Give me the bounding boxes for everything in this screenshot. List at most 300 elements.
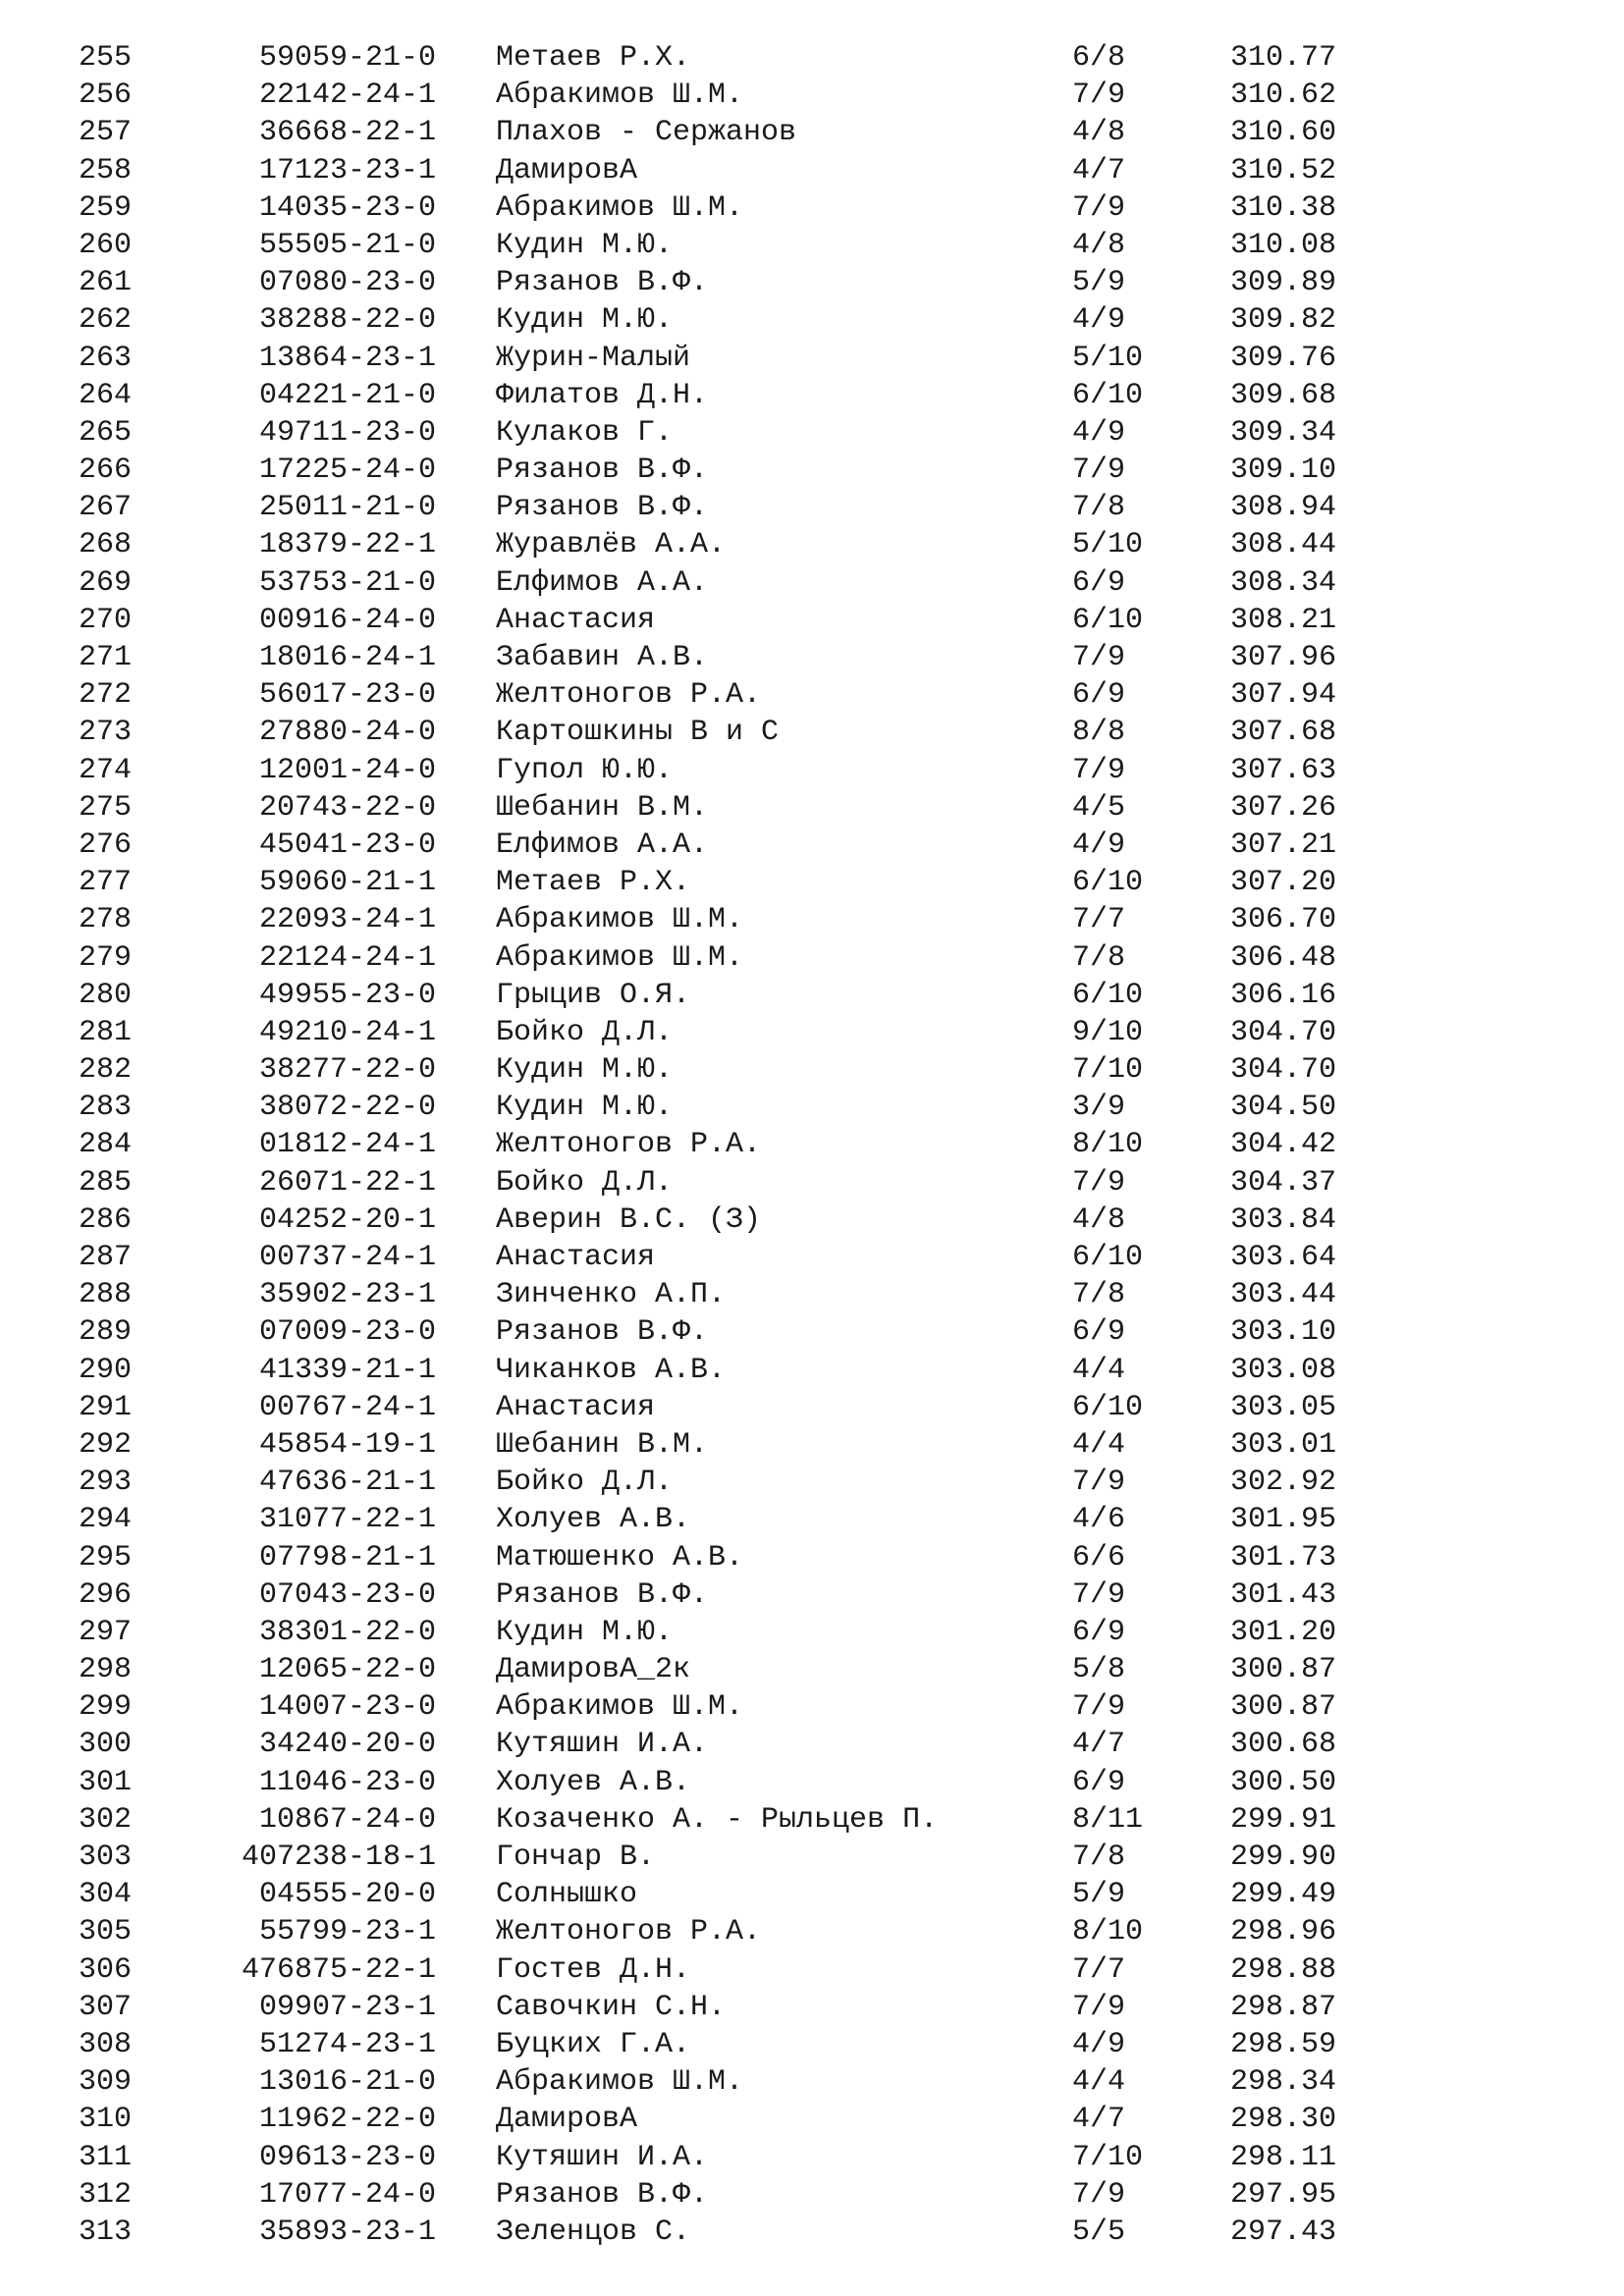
rank-cell: 291 (79, 1390, 133, 1424)
rank-cell: 313 (79, 2215, 133, 2249)
score-cell: 4/8 (1072, 1202, 1126, 1237)
table-row (0, 827, 1624, 864)
score-cell: 7/7 (1072, 903, 1126, 937)
points-cell: 309.34 (1230, 415, 1337, 450)
points-cell: 304.50 (1230, 1091, 1337, 1125)
table-row (0, 1539, 1624, 1576)
table-row (0, 1239, 1624, 1276)
score-cell: 4/9 (1072, 303, 1126, 338)
id-cell: 17077-24-0 (258, 2177, 436, 2212)
rank-cell: 300 (79, 1728, 133, 1762)
name-cell: Желтоногов Р.А. (496, 678, 762, 713)
rank-cell: 282 (79, 1053, 133, 1088)
table-row (0, 452, 1624, 489)
rank-cell: 288 (79, 1278, 133, 1312)
name-cell: Солнышко (496, 1878, 638, 1912)
id-cell: 11046-23-0 (258, 1765, 436, 1799)
points-cell: 307.68 (1230, 716, 1337, 750)
points-cell: 310.52 (1230, 153, 1337, 187)
rank-cell: 297 (79, 1615, 133, 1649)
id-cell: 13864-23-1 (258, 341, 436, 375)
table-row (0, 1726, 1624, 1763)
score-cell: 5/10 (1072, 341, 1144, 375)
table-row (0, 1126, 1624, 1163)
rank-cell: 308 (79, 2027, 133, 2061)
points-cell: 304.37 (1230, 1165, 1337, 1200)
name-cell: Картошкины В и С (496, 716, 780, 750)
rank-cell: 275 (79, 790, 133, 825)
id-cell: 22124-24-1 (258, 940, 436, 975)
rank-cell: 280 (79, 978, 133, 1012)
name-cell: Буцких Г.А. (496, 2027, 691, 2061)
name-cell: Бойко Д.Л. (496, 1466, 674, 1500)
rank-cell: 285 (79, 1165, 133, 1200)
table-row (0, 1614, 1624, 1651)
table-row (0, 1764, 1624, 1801)
points-cell: 304.42 (1230, 1128, 1337, 1162)
score-cell: 3/9 (1072, 1091, 1126, 1125)
rank-cell: 270 (79, 603, 133, 637)
score-cell: 4/5 (1072, 790, 1126, 825)
points-cell: 303.44 (1230, 1278, 1337, 1312)
table-row (0, 1089, 1624, 1126)
rank-cell: 309 (79, 2065, 133, 2100)
score-cell: 7/10 (1072, 2140, 1144, 2174)
id-cell: 26071-22-1 (258, 1165, 436, 1200)
name-cell: Рязанов В.Ф. (496, 454, 709, 488)
score-cell: 4/9 (1072, 415, 1126, 450)
score-cell: 6/8 (1072, 41, 1126, 75)
name-cell: Журавлёв А.А. (496, 528, 727, 562)
id-cell: 36668-22-1 (258, 116, 436, 150)
id-cell: 407238-18-1 (241, 1841, 436, 1874)
name-cell: Журин-Малый (496, 341, 691, 375)
table-row (0, 1801, 1624, 1839)
id-cell: 59060-21-1 (258, 866, 436, 900)
points-cell: 310.62 (1230, 79, 1337, 113)
name-cell: Желтоногов Р.А. (496, 1128, 762, 1162)
score-cell: 4/4 (1072, 1353, 1126, 1387)
rank-cell: 306 (79, 1952, 133, 1987)
table-row (0, 1201, 1624, 1239)
name-cell: Гостев Д.Н. (496, 1952, 691, 1987)
points-cell: 307.63 (1230, 753, 1337, 787)
score-cell: 8/10 (1072, 1915, 1144, 1949)
rank-cell: 292 (79, 1427, 133, 1462)
score-cell: 7/9 (1072, 1577, 1126, 1612)
rank-cell: 271 (79, 641, 133, 674)
id-cell: 09907-23-1 (258, 1990, 436, 2024)
name-cell: Кутяшин И.А. (496, 1728, 709, 1762)
table-row (0, 1688, 1624, 1726)
table-row (0, 676, 1624, 714)
id-cell: 38277-22-0 (258, 1053, 436, 1088)
rank-cell: 302 (79, 1802, 133, 1837)
name-cell: Абракимов Ш.М. (496, 1690, 744, 1725)
points-cell: 307.96 (1230, 641, 1337, 674)
name-cell: Рязанов В.Ф. (496, 266, 709, 300)
points-cell: 310.38 (1230, 190, 1337, 225)
points-cell: 301.95 (1230, 1503, 1337, 1537)
id-cell: 49955-23-0 (258, 978, 436, 1012)
points-cell: 298.59 (1230, 2027, 1337, 2061)
score-cell: 7/8 (1072, 940, 1126, 975)
rank-cell: 259 (79, 190, 133, 225)
points-cell: 301.73 (1230, 1540, 1337, 1575)
name-cell: Кудин М.Ю. (496, 1091, 674, 1125)
points-cell: 300.87 (1230, 1653, 1337, 1687)
score-cell: 6/10 (1072, 603, 1144, 637)
points-cell: 303.64 (1230, 1241, 1337, 1274)
name-cell: Шебанин В.М. (496, 1427, 709, 1462)
score-cell: 8/10 (1072, 1128, 1144, 1162)
id-cell: 18016-24-1 (258, 641, 436, 674)
name-cell: Абракимов Ш.М. (496, 190, 744, 225)
rank-cell: 273 (79, 716, 133, 750)
rank-cell: 260 (79, 228, 133, 262)
table-row (0, 2214, 1624, 2251)
points-cell: 300.68 (1230, 1728, 1337, 1762)
table-row (0, 227, 1624, 264)
table-row (0, 414, 1624, 452)
table-row (0, 1951, 1624, 1989)
name-cell: Метаев Р.Х. (496, 866, 691, 900)
rank-cell: 305 (79, 1915, 133, 1949)
id-cell: 04221-21-0 (258, 378, 436, 412)
name-cell: ДамировА_2к (496, 1653, 691, 1687)
table-row (0, 340, 1624, 377)
rank-cell: 264 (79, 378, 133, 412)
points-cell: 297.43 (1230, 2215, 1337, 2249)
score-cell: 4/7 (1072, 1728, 1126, 1762)
table-row (0, 1389, 1624, 1426)
points-cell: 308.21 (1230, 603, 1337, 637)
rank-cell: 258 (79, 153, 133, 187)
points-cell: 299.91 (1230, 1802, 1337, 1837)
name-cell: Анастасия (496, 1390, 656, 1424)
score-cell: 7/9 (1072, 79, 1126, 113)
id-cell: 25011-21-0 (258, 491, 436, 525)
name-cell: Забавин А.В. (496, 641, 709, 674)
rank-cell: 265 (79, 415, 133, 450)
score-cell: 7/9 (1072, 454, 1126, 488)
points-cell: 303.05 (1230, 1390, 1337, 1424)
points-cell: 301.43 (1230, 1577, 1337, 1612)
name-cell: Шебанин В.М. (496, 790, 709, 825)
table-row (0, 489, 1624, 526)
score-cell: 4/4 (1072, 2065, 1126, 2100)
points-cell: 307.26 (1230, 790, 1337, 825)
name-cell: Абракимов Ш.М. (496, 903, 744, 937)
score-cell: 5/8 (1072, 1653, 1126, 1687)
name-cell: Аверин В.С. (З) (496, 1202, 762, 1237)
id-cell: 00767-24-1 (258, 1390, 436, 1424)
id-cell: 07009-23-0 (258, 1315, 436, 1350)
rank-cell: 262 (79, 303, 133, 338)
points-cell: 298.96 (1230, 1915, 1337, 1949)
rank-cell: 268 (79, 528, 133, 562)
rank-cell: 266 (79, 454, 133, 488)
table-row (0, 1913, 1624, 1950)
points-cell: 300.87 (1230, 1690, 1337, 1725)
name-cell: Козаченко А. - Рыльцев П. (496, 1802, 939, 1837)
points-cell: 303.10 (1230, 1315, 1337, 1350)
table-row (0, 1501, 1624, 1538)
id-cell: 11962-22-0 (258, 2103, 436, 2137)
rank-cell: 303 (79, 1841, 133, 1874)
name-cell: Гупол Ю.Ю. (496, 753, 674, 787)
score-cell: 7/9 (1072, 190, 1126, 225)
rank-cell: 293 (79, 1466, 133, 1500)
name-cell: Елфимов А.А. (496, 828, 709, 862)
score-cell: 4/8 (1072, 116, 1126, 150)
points-cell: 303.84 (1230, 1202, 1337, 1237)
rank-cell: 281 (79, 1015, 133, 1049)
table-row (0, 1839, 1624, 1876)
name-cell: Кулаков Г. (496, 415, 674, 450)
id-cell: 22093-24-1 (258, 903, 436, 937)
id-cell: 07798-21-1 (258, 1540, 436, 1575)
id-cell: 13016-21-0 (258, 2065, 436, 2100)
id-cell: 41339-21-1 (258, 1353, 436, 1387)
rank-cell: 261 (79, 266, 133, 300)
score-cell: 8/8 (1072, 716, 1126, 750)
name-cell: Гончар В. (496, 1841, 656, 1874)
points-cell: 302.92 (1230, 1466, 1337, 1500)
name-cell: Чиканков А.В. (496, 1353, 727, 1387)
id-cell: 14035-23-0 (258, 190, 436, 225)
id-cell: 20743-22-0 (258, 790, 436, 825)
points-cell: 304.70 (1230, 1015, 1337, 1049)
name-cell: Рязанов В.Ф. (496, 491, 709, 525)
table-row (0, 977, 1624, 1014)
rank-cell: 294 (79, 1503, 133, 1537)
score-cell: 7/9 (1072, 641, 1126, 674)
points-cell: 308.44 (1230, 528, 1337, 562)
score-cell: 7/9 (1072, 753, 1126, 787)
table-row (0, 1426, 1624, 1464)
table-row (0, 2139, 1624, 2176)
points-cell: 306.70 (1230, 903, 1337, 937)
score-cell: 5/5 (1072, 2215, 1126, 2249)
name-cell: Кутяшин И.А. (496, 2140, 709, 2174)
table-row (0, 2101, 1624, 2138)
points-cell: 298.34 (1230, 2065, 1337, 2100)
table-row (0, 1876, 1624, 1913)
rank-cell: 299 (79, 1690, 133, 1725)
score-cell: 7/10 (1072, 1053, 1144, 1088)
id-cell: 17225-24-0 (258, 454, 436, 488)
score-cell: 7/8 (1072, 491, 1126, 525)
points-cell: 304.70 (1230, 1053, 1337, 1088)
id-cell: 35902-23-1 (258, 1278, 436, 1312)
table-row (0, 377, 1624, 414)
rank-cell: 278 (79, 903, 133, 937)
score-cell: 7/9 (1072, 2177, 1126, 2212)
table-row (0, 152, 1624, 189)
table-row (0, 301, 1624, 339)
score-cell: 6/9 (1072, 565, 1126, 600)
score-cell: 4/8 (1072, 228, 1126, 262)
score-cell: 5/9 (1072, 1878, 1126, 1912)
rank-cell: 274 (79, 753, 133, 787)
id-cell: 10867-24-0 (258, 1802, 436, 1837)
table-row (0, 2026, 1624, 2063)
table-row (0, 1651, 1624, 1688)
table-row (0, 602, 1624, 639)
points-cell: 308.34 (1230, 565, 1337, 600)
points-cell: 303.08 (1230, 1353, 1337, 1387)
id-cell: 14007-23-0 (258, 1690, 436, 1725)
name-cell: Анастасия (496, 603, 656, 637)
score-cell: 7/8 (1072, 1841, 1126, 1874)
id-cell: 56017-23-0 (258, 678, 436, 713)
table-row (0, 901, 1624, 938)
table-row (0, 264, 1624, 301)
table-row (0, 1051, 1624, 1089)
name-cell: ДамировА (496, 2103, 638, 2137)
score-cell: 6/9 (1072, 1615, 1126, 1649)
table-row (0, 2063, 1624, 2101)
score-cell: 5/9 (1072, 266, 1126, 300)
points-cell: 307.94 (1230, 678, 1337, 713)
id-cell: 38072-22-0 (258, 1091, 436, 1125)
id-cell: 38288-22-0 (258, 303, 436, 338)
points-cell: 306.48 (1230, 940, 1337, 975)
name-cell: Савочкин С.Н. (496, 1990, 727, 2024)
score-cell: 4/9 (1072, 2027, 1126, 2061)
rank-cell: 272 (79, 678, 133, 713)
id-cell: 27880-24-0 (258, 716, 436, 750)
points-cell: 309.82 (1230, 303, 1337, 338)
table-row (0, 1276, 1624, 1313)
id-cell: 34240-20-0 (258, 1728, 436, 1762)
name-cell: Грыцив О.Я. (496, 978, 691, 1012)
rank-cell: 287 (79, 1241, 133, 1274)
table-row (0, 1164, 1624, 1201)
score-cell: 4/6 (1072, 1503, 1126, 1537)
score-cell: 4/7 (1072, 153, 1126, 187)
points-cell: 297.95 (1230, 2177, 1337, 2212)
rank-cell: 311 (79, 2140, 133, 2174)
table-row (0, 1464, 1624, 1501)
rank-cell: 277 (79, 866, 133, 900)
rank-cell: 257 (79, 116, 133, 150)
table-row (0, 77, 1624, 114)
score-cell: 4/7 (1072, 2103, 1126, 2137)
name-cell: Бойко Д.Л. (496, 1165, 674, 1200)
points-cell: 299.49 (1230, 1878, 1337, 1912)
id-cell: 18379-22-1 (258, 528, 436, 562)
score-cell: 6/10 (1072, 866, 1144, 900)
points-cell: 307.21 (1230, 828, 1337, 862)
name-cell: Зинченко А.П. (496, 1278, 727, 1312)
name-cell: Холуев А.В. (496, 1765, 691, 1799)
points-cell: 309.76 (1230, 341, 1337, 375)
points-cell: 299.90 (1230, 1841, 1337, 1874)
score-cell: 6/10 (1072, 1241, 1144, 1274)
rank-cell: 283 (79, 1091, 133, 1125)
points-cell: 310.60 (1230, 116, 1337, 150)
id-cell: 45041-23-0 (258, 828, 436, 862)
id-cell: 04555-20-0 (258, 1878, 436, 1912)
rank-cell: 307 (79, 1990, 133, 2024)
score-cell: 4/9 (1072, 828, 1126, 862)
score-cell: 6/9 (1072, 1765, 1126, 1799)
id-cell: 12001-24-0 (258, 753, 436, 787)
points-cell: 303.01 (1230, 1427, 1337, 1462)
rank-cell: 310 (79, 2103, 133, 2137)
rank-cell: 290 (79, 1353, 133, 1387)
rank-cell: 255 (79, 41, 133, 75)
table-row (0, 639, 1624, 676)
table-row (0, 714, 1624, 751)
name-cell: Анастасия (496, 1241, 656, 1274)
name-cell: Холуев А.В. (496, 1503, 691, 1537)
score-cell: 5/10 (1072, 528, 1144, 562)
points-cell: 298.87 (1230, 1990, 1337, 2024)
points-cell: 308.94 (1230, 491, 1337, 525)
score-cell: 7/9 (1072, 1690, 1126, 1725)
points-cell: 301.20 (1230, 1615, 1337, 1649)
id-cell: 51274-23-1 (258, 2027, 436, 2061)
table-row (0, 939, 1624, 977)
id-cell: 17123-23-1 (258, 153, 436, 187)
name-cell: Кудин М.Ю. (496, 1615, 674, 1649)
rank-cell: 298 (79, 1653, 133, 1687)
results-table (0, 39, 1624, 2251)
name-cell: Абракимов Ш.М. (496, 2065, 744, 2100)
id-cell: 49711-23-0 (258, 415, 436, 450)
id-cell: 55799-23-1 (258, 1915, 436, 1949)
name-cell: Кудин М.Ю. (496, 303, 674, 338)
rank-cell: 295 (79, 1540, 133, 1575)
rank-cell: 304 (79, 1878, 133, 1912)
id-cell: 00916-24-0 (258, 603, 436, 637)
id-cell: 04252-20-1 (258, 1202, 436, 1237)
id-cell: 31077-22-1 (258, 1503, 436, 1537)
score-cell: 6/10 (1072, 978, 1144, 1012)
score-cell: 6/6 (1072, 1540, 1126, 1575)
table-row (0, 1576, 1624, 1614)
score-cell: 7/9 (1072, 1990, 1126, 2024)
name-cell: Метаев Р.Х. (496, 41, 691, 75)
table-row (0, 752, 1624, 789)
name-cell: Кудин М.Ю. (496, 228, 674, 262)
name-cell: Кудин М.Ю. (496, 1053, 674, 1088)
id-cell: 09613-23-0 (258, 2140, 436, 2174)
id-cell: 55505-21-0 (258, 228, 436, 262)
points-cell: 309.68 (1230, 378, 1337, 412)
name-cell: ДамировА (496, 153, 638, 187)
rank-cell: 267 (79, 491, 133, 525)
points-cell: 306.16 (1230, 978, 1337, 1012)
score-cell: 6/10 (1072, 1390, 1144, 1424)
rank-cell: 269 (79, 565, 133, 600)
table-row (0, 1352, 1624, 1389)
rank-cell: 263 (79, 341, 133, 375)
id-cell: 07043-23-0 (258, 1577, 436, 1612)
table-row (0, 526, 1624, 563)
name-cell: Рязанов В.Ф. (496, 2177, 709, 2212)
table-row (0, 564, 1624, 602)
name-cell: Абракимов Ш.М. (496, 79, 744, 113)
table-row (0, 39, 1624, 77)
score-cell: 6/9 (1072, 1315, 1126, 1350)
id-cell: 00737-24-1 (258, 1241, 436, 1274)
name-cell: Бойко Д.Л. (496, 1015, 674, 1049)
table-row (0, 2176, 1624, 2214)
